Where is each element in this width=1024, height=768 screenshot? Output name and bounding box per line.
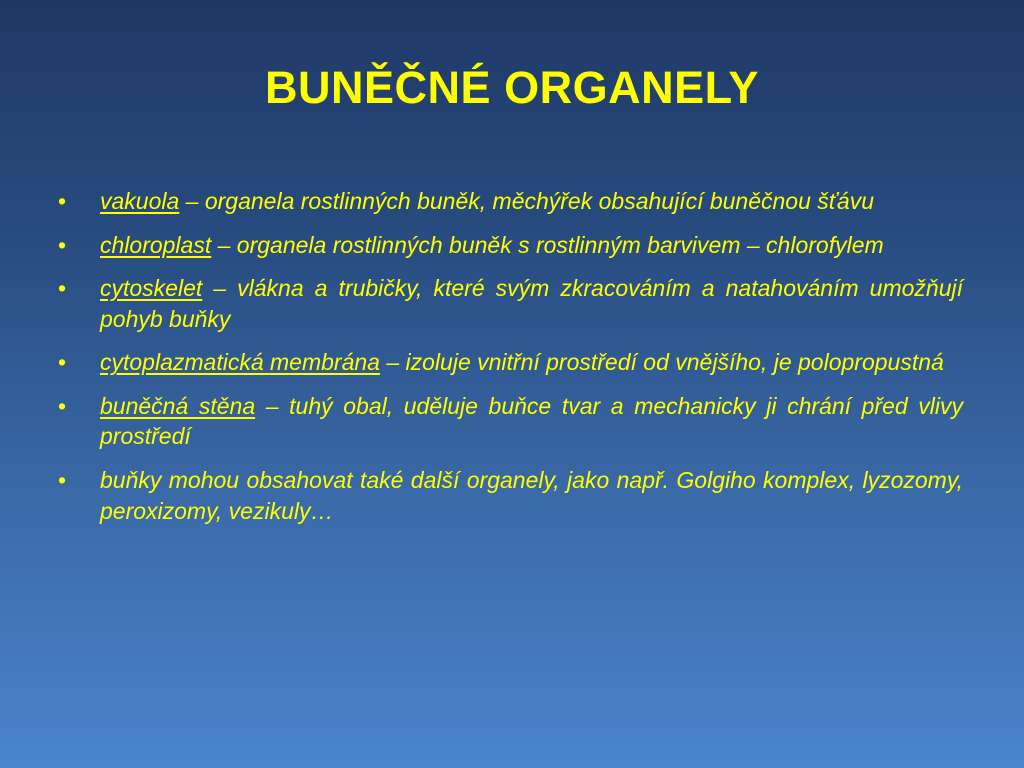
bullet-text: – vlákna a trubičky, které svým zkracováním a natahováním umožňují pohyb buňky (100, 275, 963, 332)
slide-title: BUNĚČNÉ ORGANELY (265, 62, 759, 113)
bullet-text: buňky mohou obsahovat také další organely, jako např. Golgiho komplex, lyzozomy, peroxizomy, vezikuly… (100, 467, 963, 524)
bullet-dot-icon: • (58, 349, 67, 376)
bullet-text: – organela rostlinných buněk s rostlinným barvivem – chlorofylem (211, 231, 884, 258)
bullet-item-dalsi (58, 465, 963, 526)
bullet-dot-icon: • (58, 275, 67, 302)
bullet-item-cytoskelet (58, 273, 963, 334)
bullet-item-stena (58, 391, 963, 452)
bullet-list (58, 186, 963, 539)
bullet-dot-icon: • (58, 467, 67, 494)
bullet-dot-icon: • (58, 231, 67, 258)
bullet-text: – izoluje vnitřní prostředí od vnějšího, je polopropustná (379, 349, 944, 376)
bullet-item-membrana (58, 347, 963, 378)
bullet-term: cytoplazmatická membrána (100, 349, 380, 376)
bullet-dot-icon: • (58, 188, 67, 214)
bullet-text: – organela rostlinných buněk, měchýřek obsahující buněčnou šťávu (179, 188, 875, 214)
bullet-item-vakuola (58, 186, 963, 217)
bullet-term: cytoskelet (100, 275, 203, 302)
bullet-item-chloroplast (58, 230, 963, 261)
bullet-dot-icon: • (58, 392, 67, 419)
bullet-term: buněčná stěna (100, 392, 256, 419)
bullet-term: vakuola (100, 188, 180, 214)
bullet-text: – tuhý obal, uděluje buňce tvar a mechanicky ji chrání před vlivy prostředí (100, 392, 963, 450)
bullet-term: chloroplast (100, 231, 212, 258)
